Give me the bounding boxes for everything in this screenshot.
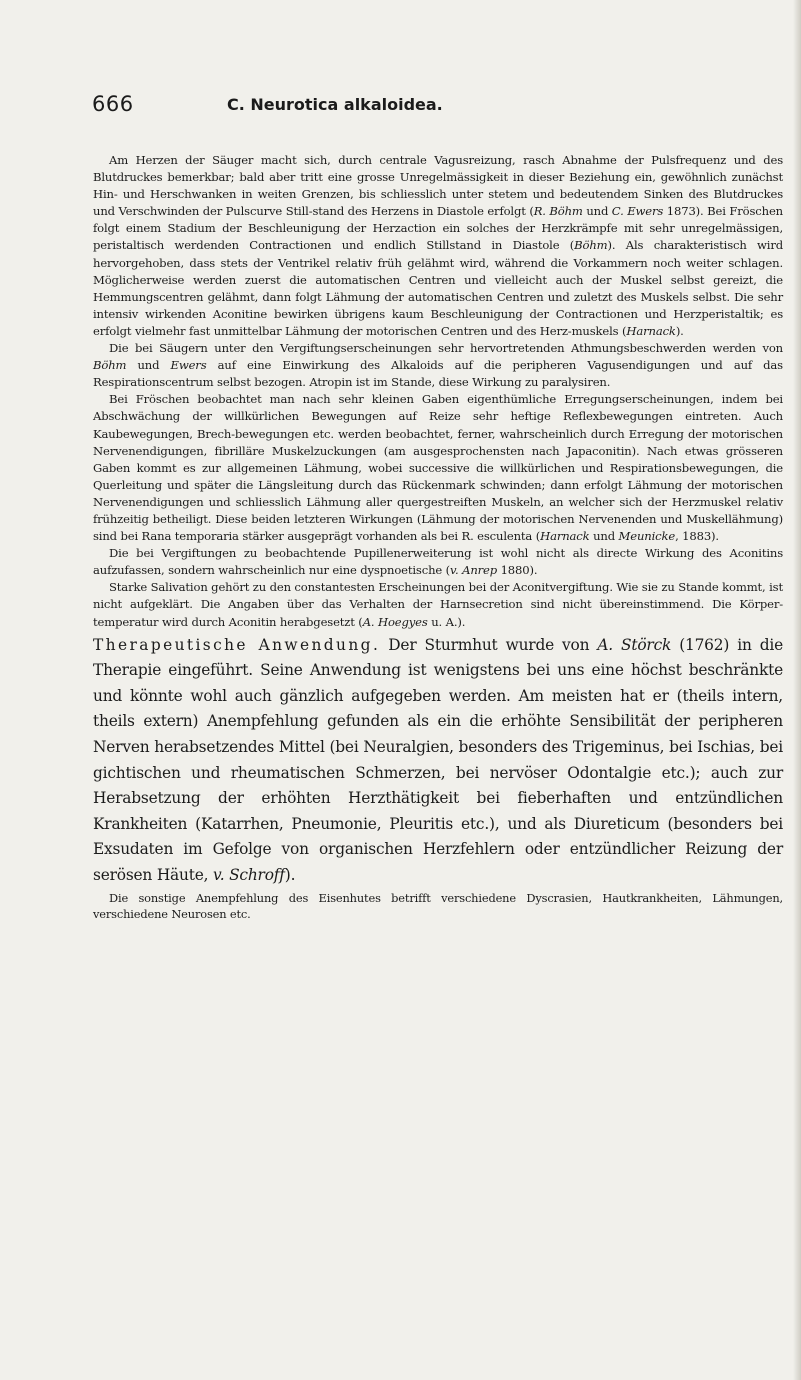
paragraph-p6 [93,633,783,889]
paragraph-p7 [93,890,783,923]
citation-name: v. Anrep [450,563,498,578]
running-head: C. Neurotica alkaloidea. [227,95,443,114]
paragraph-p3 [93,391,783,545]
citation-name: Harnack [626,323,676,338]
text-run: u. A.). [427,614,466,629]
citation-name: R. Böhm [533,204,583,219]
text-run: (1762) in die Therapie eingeführt. Seine Anwendung ist wenigstens bei uns eine höchst beschränkte und könnte wohl auch gänzlich aufgegeben werden. Am meisten hat er (theils intern, theils extern) Anempfehlung gefunden als ein die erhöhte Sensibilität der peripheren Nerven herabsetzendes Mittel (bei Neuralgien, besonders des Trigeminus, bei Ischias, bei gichtischen und rheumatischen Schmerzen, bei nervöser Odontalgie etc.); auch zur Herabsetzung der erhöhten Herzthätigkeit bei fieberhaften und entzündlichen Krankheiten (Katarrhen, Pneumonie, Pleuritis etc.), und als Diureticum (besonders bei Exsudaten im Gefolge von organischen Herzfehlern oder entzündlicher Reizung der serösen Häute, [93,635,783,884]
citation-name: v. Schroff [213,865,285,884]
citation-name: C. Ewers [611,204,664,219]
text-run: und [582,204,612,219]
paragraph-p5 [93,579,783,630]
citation-name: Böhm [93,358,127,373]
text-run: Die bei Säugern unter den Vergiftungserscheinungen sehr hervortretenden Athmungsbeschwerden werden von [109,341,783,356]
text-run: Die sonstige Anempfehlung des Eisenhutes betrifft verschiedene Dyscrasien, Hautkrankheiten, Lähmungen, verschiedene Neurosen etc. [93,890,783,922]
citation-name: Harnack [540,529,590,544]
citation-name: A. Hoegyes [362,614,428,629]
text-run: Starke Salivation gehört zu den constantesten Erscheinungen bei der Aconitvergiftung. Wie sie zu Stande kommt, ist nicht aufgeklärt. Die Angaben über das Verhalten der Harnsecretion sind nicht übereinstimmend. Die Körper-temperatur wird durch Aconitin herabgesetzt ( [93,580,783,629]
text-run: Am Herzen der Säuger macht sich, durch centrale Vagusreizung, rasch Abnahme der Pulsfrequenz und des Blutdruckes bemerkbar; bald aber tritt eine grosse Unregelmässigkeit in dieser Beziehung ein, gewöhnlich zunächst Hin- und Herschwanken in weiten Grenzen, bis schliesslich unter stetem und bedeutendem Sinken des Blutdruckes und Verschwinden der Pulscurve Still-stand des Herzens in Diastole erfolgt ( [93,153,783,219]
text-run: , 1883). [675,529,719,544]
text-run: ). [284,865,296,884]
text-run: auf eine Einwirkung des Alkaloids auf die peripheren Vagusendigungen und auf das Respirationscentrum selbst bezogen. Atropin ist im Stande, diese Wirkung zu paralysiren. [93,358,783,390]
paragraph-p1 [93,152,783,340]
text-run: und [126,358,171,373]
text-run: 1880). [497,563,538,578]
section-heading: Therapeutische Anwendung. [93,635,381,654]
text-run: und [589,529,619,544]
body-text [93,152,783,923]
text-run: Die bei Vergiftungen zu beobachtende Pupillenerweiterung ist wohl nicht als directe Wirkung des Aconitins aufzufassen, sondern wahrscheinlich nur eine dyspnoetische ( [93,546,783,578]
text-run: 1873). Bei Fröschen folgt einem Stadium der Beschleunigung der Herzaction ein solches der Herzkrämpfe mit sehr unregelmässigen, peristaltisch werdenden Contractionen und endlich Stillstand in Diastole ( [93,204,783,253]
citation-name: Meunicke [618,529,676,544]
citation-name: A. Störck [597,635,672,654]
citation-name: Ewers [170,358,207,373]
text-run: ). [675,323,684,338]
page-number: 666 [92,92,134,116]
text-run: ). Als charakteristisch wird hervorgehoben, dass stets der Ventrikel relativ früh gelähmt wird, während die Vorkammern noch weiter schlagen. Möglicherweise werden zuerst die automatischen Centren und vielleicht auch der Muskel selbst gereizt, die Hemmungscentren gelähmt, dann folgt Lähmung der automatischen Centren und zuletzt des Muskels selbst. Die sehr intensiv wirkenden Aconitine bewirken übrigens kaum Beschleunigung der Contractionen und Herzperistaltik; es erfolgt vielmehr fast unmittelbar Lähmung der motorischen Centren und des Herz-muskels ( [93,238,783,338]
citation-name: Böhm [574,238,608,253]
text-run: Bei Fröschen beobachtet man nach sehr kleinen Gaben eigenthümliche Erregungserscheinungen, indem bei Abschwächung der willkürlichen Bewegungen auf Reize sehr heftige Reflexbewegungen eintreten. Auch Kaubewegungen, Brech-bewegungen etc. werden beobachtet, ferner, wahrscheinlich durch Erregung der motorischen Nervenendigungen, fibrilläre Muskelzuckungen (am ausgesprochensten nach Japaconitin). Nach etwas grösseren Gaben kommt es zur allgemeinen Lähmung, wobei successive die willkürlichen und Respirationsbewegungen, die Querleitung und später die Längsleitung durch das Rückenmark schwinden; dann erfolgt Lähmung der motorischen Nervenendigungen und schliesslich Lähmung aller quergestreiften Muskeln, an welcher sich der Herzmuskel relativ frühzeitig betheiligt. Diese beiden letzteren Wirkungen (Lähmung der motorischen Nervenenden und Muskellähmung) sind bei Rana temporaria stärker ausgeprägt vorhanden als bei R. esculenta ( [93,392,783,544]
text-run: Der Sturmhut wurde von [380,635,598,654]
page-edge-shadow [793,0,801,1380]
paragraph-p2 [93,340,783,391]
page-header [92,92,732,122]
paragraph-p4 [93,545,783,579]
